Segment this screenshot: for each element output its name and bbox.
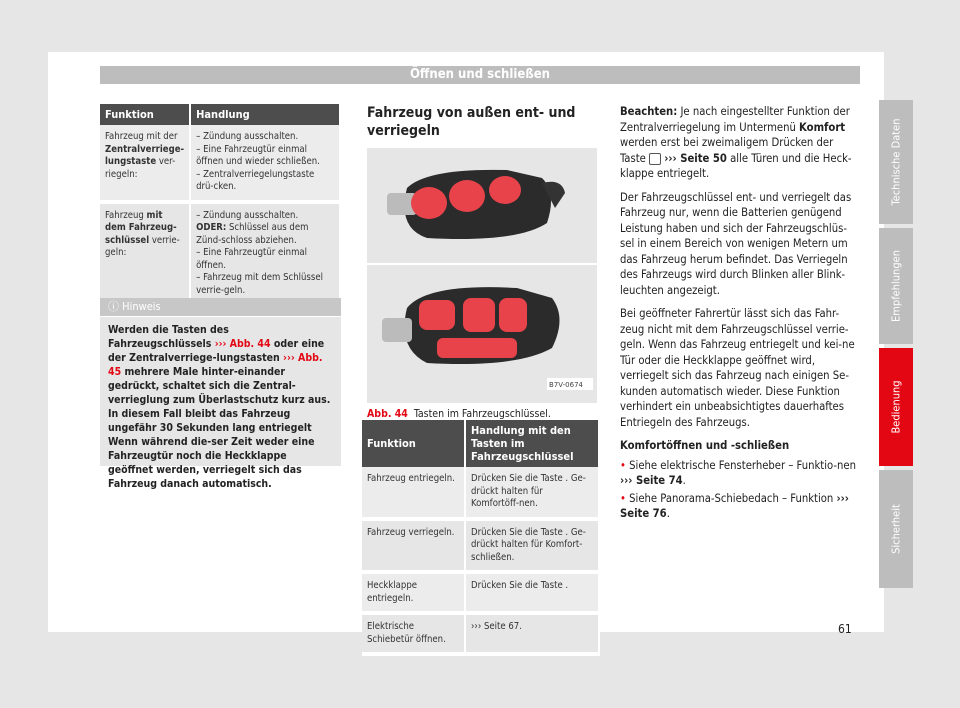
table-cell: Fahrzeug mit dem Fahrzeug-schlüssel verrie-geln: <box>100 202 190 306</box>
hint-title: Hinweis <box>122 300 161 313</box>
table-cell: Heckklappe entriegeln. <box>362 572 465 613</box>
hint-box <box>100 298 341 490</box>
figure-caption: Abb. 44 Tasten im Fahrzeugschlüssel. <box>367 408 551 420</box>
paragraph: Bei geöffneter Fahrertür lässt sich das Fahr-zeug nicht mit dem Fahrzeugschlüssel verrie-geln. Wenn das Fahrzeug entriegelt und kei-ne Tür oder die Heckklappe geöffnet wird, verriegelt sich das Fahrzeug nach einigen Se-kunden automatisch wieder. Diese Funktion verhindert ein unbeabsichtigtes dauerhaftes Entriegeln des Fahrzeugs. <box>620 307 855 429</box>
table-cell: – Zündung ausschalten. ODER: Schlüssel aus dem Zünd-schloss abziehen. – Eine Fahrzeugtür einmal öffnen. – Fahrzeug mit dem Schlüssel verrie-geln. <box>190 202 340 306</box>
table-cell: – Zündung ausschalten. – Eine Fahrzeugtür einmal öffnen und wieder schließen. – Zentralverriegelungstaste drü-cken. <box>190 125 340 202</box>
tab-empfehlungen[interactable]: Empfehlungen <box>879 228 913 344</box>
tab-bedienung[interactable]: Bedienung <box>879 348 913 466</box>
table-cell: Drücken Sie die Taste . Ge-drückt halten für Komfort-schließen. <box>465 519 599 573</box>
table-cell: Fahrzeug mit der Zentralverriege-lungstaste ver-riegeln: <box>100 125 190 202</box>
link-seite-74[interactable]: ››› Seite 74 <box>620 474 683 487</box>
table-cell: Elektrische Schiebetür öffnen. <box>362 613 465 654</box>
col-header: Handlung <box>190 104 340 125</box>
table-cell: Drücken Sie die Taste . Ge-drückt halten für Komfortöff-nen. <box>465 467 599 519</box>
table-cell: Drücken Sie die Taste . <box>465 572 599 613</box>
link-seite-76[interactable]: ››› Seite 76 <box>620 491 849 520</box>
link-abb-45[interactable]: ››› Abb. 45 <box>108 352 323 378</box>
tab-sicherheit[interactable]: Sicherheit <box>879 470 913 588</box>
tab-technische-daten[interactable]: Technische Daten <box>879 100 913 224</box>
table-cell: ››› Seite 67. <box>465 613 599 654</box>
hint-text: Werden die Tasten des Fahrzeugschlüssels ››› Abb. 44 oder eine der Zentralverriege-lungstasten ››› Abb. 45 mehrere Male hinter-einander gedrückt, schaltet sich die Zentral-verrieglung zum Überlastschutz kurz aus. In diesem Fall bleibt das Fahrzeug ungefähr 30 Sekunden lang entriegelt Wenn während die-ser Zeit weder eine Fahrzeugtür noch die Heckklappe geöffnet werden, verriegelt sich das Fahrzeug danach automatisch. <box>108 324 331 490</box>
unlock-key-icon <box>649 153 661 165</box>
page-header: Öffnen und schließen <box>100 66 860 84</box>
table-cell: Fahrzeug verriegeln. <box>362 519 465 573</box>
col-header: Funktion <box>362 420 465 467</box>
function-table-1 <box>100 104 341 307</box>
figure-code: B7V-0674 <box>549 381 583 389</box>
table-cell: Fahrzeug entriegeln. <box>362 467 465 519</box>
body-text: Beachten: Je nach eingestellter Funktion der Zentralverriegelung im Untermenü Komfort werden erst bei zweimaligem Drücken der Taste ››› Seite 50 alle Türen und die Heck-klappe entriegelt. Der Fahrzeugschlüssel ent- und verriegelt das Fahrzeug nur, wenn die Batterien genügend Leistung haben und sich der Fahrzeugschlüs-sel in einem Bereich von wenigen Metern um das Fahrzeug herum befindet. Das Verriegeln des Fahrzeugs wird durch Blinken aller Blink-leuchten angezeigt. Bei geöffneter Fahrertür lässt sich das Fahr-zeug nicht mit dem Fahrzeugschlüssel verrie-geln. Wenn das Fahrzeug entriegelt und kei-ne Tür oder die Heckklappe geöffnet wird, verriegelt sich das Fahrzeug nach einigen Se-kunden automatisch wieder. Diese Funktion verhindert ein unbeabsichtigtes dauerhaftes Entriegeln des Fahrzeugs. Komfortöffnen und -schließen • Siehe elektrische Fensterheber – Funktio-nen ››› Seite 74. • Siehe Panorama-Schiebedach – Funktion ››› Seite 76. <box>620 104 860 530</box>
col-header: Funktion <box>100 104 190 125</box>
subheading: Komfortöffnen und -schließen <box>620 439 790 452</box>
paragraph: Der Fahrzeugschlüssel ent- und verriegelt das Fahrzeug nur, wenn die Batterien genügend Leistung haben und sich der Fahrzeugschlüs-sel in einem Bereich von wenigen Metern um das Fahrzeug herum befindet. Das Verriegeln des Fahrzeugs wird durch Blinken aller Blink-leuchten angezeigt. <box>620 190 852 297</box>
col-header: Handlung mit den Tasten im Fahrzeugschlüssel <box>465 420 599 467</box>
link-abb-44[interactable]: ››› Abb. 44 <box>214 338 271 350</box>
car-key-illustration <box>367 148 597 403</box>
function-table-2 <box>362 420 600 656</box>
info-icon: ⓘ <box>108 300 123 313</box>
link-seite-50[interactable]: ››› Seite 50 <box>664 151 727 165</box>
page-number: 61 <box>838 622 852 636</box>
key-figure <box>367 148 597 403</box>
section-title: Fahrzeug von außen ent- und verriegeln <box>367 105 576 139</box>
